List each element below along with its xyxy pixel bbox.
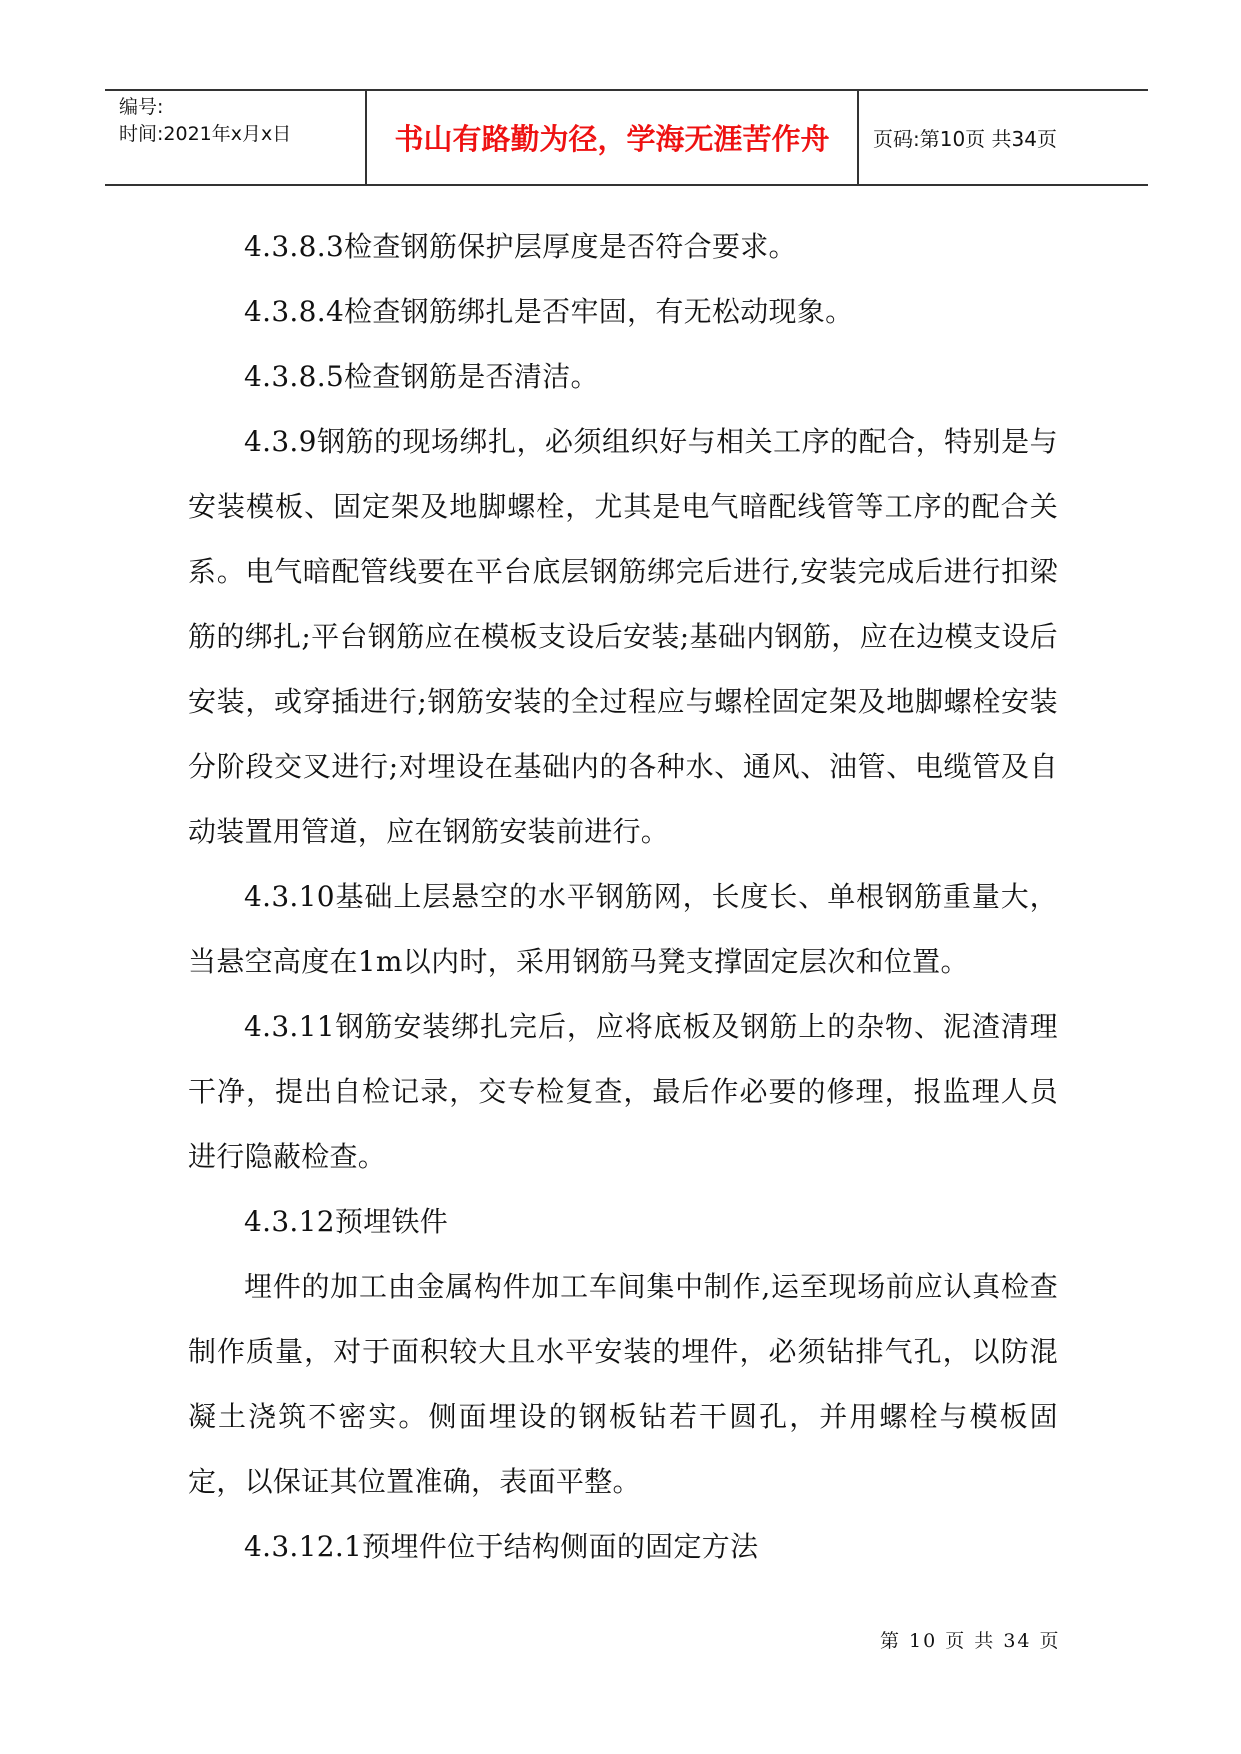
paragraph: 4.3.12.1预埋件位于结构侧面的固定方法 [244,1530,759,1563]
header-page-number: 页码:第10页 共34页 [873,127,1057,151]
document-body [188,214,1058,1579]
paragraph: 4.3.11钢筋安装绑扎完后，应将底板及钢筋上的杂物、泥渣清理干净，提出自检记录，交专检复查，最后作必要的修理，报监理人员进行隐蔽检查。 [188,1010,1058,1173]
page-footer: 第 10 页 共 34 页 [880,1630,1061,1652]
paragraph: 4.3.12预埋铁件 [244,1205,449,1238]
document-time-label: 时间:2021年x月x日 [119,123,292,145]
document-number-label: 编号: [119,96,164,118]
header-meta [105,91,367,184]
paragraph: 4.3.8.3检查钢筋保护层厚度是否符合要求。 [244,230,797,263]
paragraph: 4.3.8.4检查钢筋绑扎是否牢固，有无松动现象。 [244,295,854,328]
paragraph: 4.3.10基础上层悬空的水平钢筋网，长度长、单根钢筋重量大，当悬空高度在1m以内时，采用钢筋马凳支撑固定层次和位置。 [188,880,1058,978]
paragraph: 4.3.8.5检查钢筋是否清洁。 [244,360,599,393]
paragraph: 4.3.9钢筋的现场绑扎，必须组织好与相关工序的配合，特别是与安装模板、固定架及地脚螺栓，尤其是电气暗配线管等工序的配合关系。电气暗配管线要在平台底层钢筋绑完后进行,安装完成后进行扣梁筋的绑扎;平台钢筋应在模板支设后安装;基础内钢筋，应在边模支设后安装，或穿插进行;钢筋安装的全过程应与螺栓固定架及地脚螺栓安装分阶段交叉进行;对埋设在基础内的各种水、通风、油管、电缆管及自动装置用管道，应在钢筋安装前进行。 [188,425,1058,848]
page-header [105,89,1148,186]
header-motto: 书山有路勤为径，学海无涯苦作舟 [367,91,859,184]
paragraph: 埋件的加工由金属构件加工车间集中制作,运至现场前应认真检查制作质量，对于面积较大且水平安装的埋件，必须钻排气孔，以防混凝土浇筑不密实。侧面埋设的钢板钻若干圆孔，并用螺栓与模板固定，以保证其位置准确，表面平整。 [188,1270,1058,1498]
